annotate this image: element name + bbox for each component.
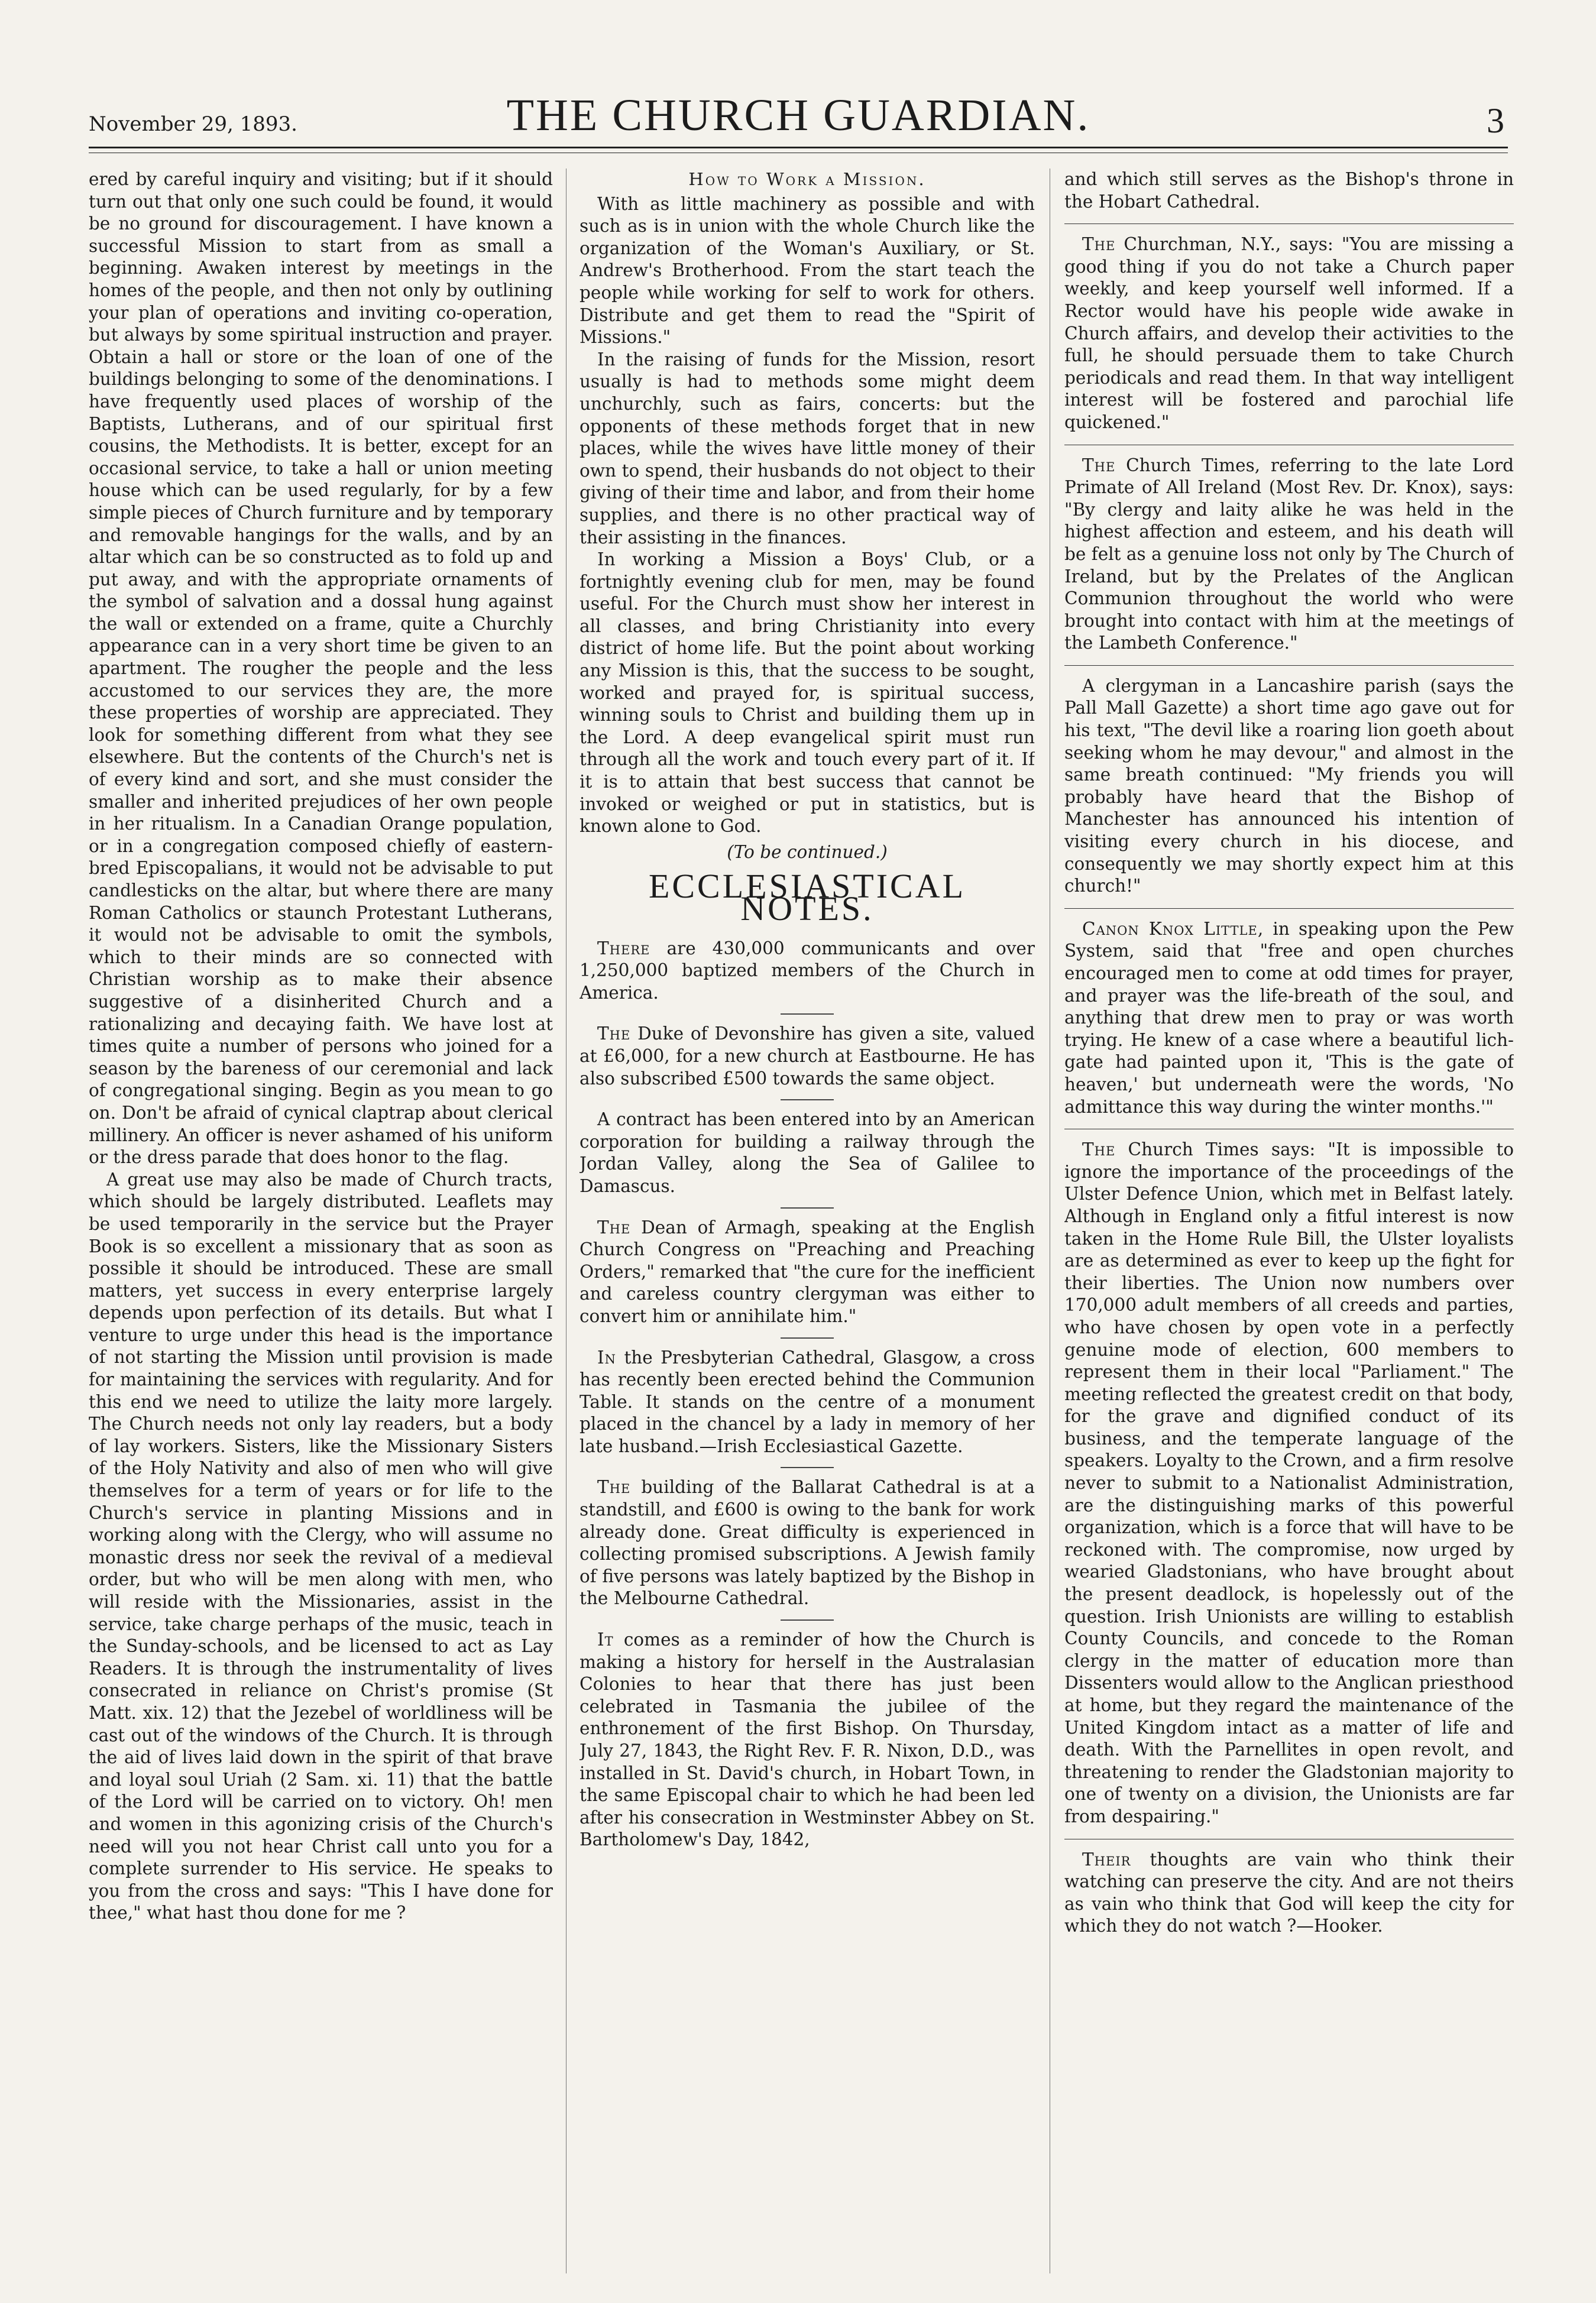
note-text: thoughts are vain who think their watching can preserve the city. And are not theirs as vain who think that God will keep the city for which they do not watch ?—Hooker. [1064,1849,1514,1936]
note-separator [781,1099,834,1100]
note-text: the Presbyterian Cathedral, Glasgow, a cross has recently been erected behind the Communion Table. It stands on the centre of a monument placed in the chancel by a lady in memory of her late husband.—Irish Ecclesiastical Gazette. [580,1347,1035,1456]
note-lead: Canon Knox Little, [1082,918,1264,939]
note-paragraph [1064,455,1514,655]
note-lead: A [1082,675,1096,696]
issue-date: November 29, 1893. [89,112,297,136]
note-lead: The [1082,1139,1116,1160]
column-2 [580,169,1035,2279]
note-separator [781,1619,834,1621]
note-text: Church Times, referring to the late Lord Primate of All Ireland (Most Rev. Dr. Knox), says: "By clergy and laity alike he was held in the highest affection and esteem, and his death will be felt as a genuine loss not only by The Church of Ireland, but by the Prelates of the Anglican Communion throughout the world who were brought into contact with him at the meetings of the Lambeth Conference." [1064,455,1514,653]
column-1 [89,169,553,2279]
note-paragraph [580,1109,1035,1197]
masthead-title: THE CHURCH GUARDIAN. [506,90,1090,140]
note-lead: The [597,1023,631,1044]
note-paragraph [1064,1139,1514,1828]
note-separator [781,1337,834,1339]
page-header [89,89,1508,142]
note-separator [1064,908,1514,909]
note-text: Churchman, N.Y., says: "You are missing a good thing if you do not take a Church paper weekly, and keep yourself well informed. If a Rector would have his people wide awake in Church affairs, and develop their activities to the full, he should persuade them to take Church periodicals and read them. In that way intelligent interest will be fostered and parochial life quickened." [1064,234,1514,432]
note-text: Dean of Armagh, speaking at the English Church Congress on "Preaching and Preaching Orders," remarked that "the cure for the inefficient and careless country clergyman was either to convert him or annihilate him." [580,1217,1035,1326]
note-lead: There [597,938,650,958]
note-separator [781,1013,834,1015]
article-subheading: How to Work a Mission. [688,169,926,189]
note-lead: The [1082,455,1116,475]
note-text: in speaking upon the Pew System, said that "free and open churches encouraged men to come at odd times for prayer, and prayer was the life-breath of the soul, and anything that drew men to pray or was worth trying. He knew of a case where a beautiful lich-gate had painted upon it, 'This is the gate of heaven,' but underneath were the words, 'No admittance this way during the winter months.'" [1064,918,1514,1117]
note-separator [1064,665,1514,666]
note-lead: The [597,1217,631,1238]
note-separator [781,1467,834,1468]
note-text: clergyman in a Lancashire parish (says the Pall Mall Gazette) a short time ago gave out for his text, "The devil like a roaring lion goeth about seeking whom he may devour," and almost in the same breath continued: "My friends you will probably have heard that the Bishop of Manchester has announced his intention of visiting every church in his diocese, and consequently we may shortly expect him at this church!" [1064,675,1514,896]
note-lead: Their [1082,1849,1131,1870]
note-paragraph [580,1629,1035,1851]
note-separator [781,1207,834,1209]
note-text: comes as a reminder of how the Church is making a history for herself in the Australasian Colonies to hear that there has just been celebrated in Tasmania the jubilee of the enthronement of the first Bishop. On Thursday, July 27, 1843, the Right Rev. F. R. Nixon, D.D., was installed in St. David's church, in Hobart Town, in the same Episcopal chair to which he had been led after his consecration in Westminster Abbey on St. Bartholomew's Day, 1842, [580,1630,1035,1850]
article-paragraph: In the raising of funds for the Mission, resort usually is had to methods some might deem unchurchly, such as fairs, concerts: but the opponents of these methods forget that in new places, while the wives have little money of their own to spend, their husbands do not object to their giving of their time and labor, and from their home supplies, and there is no other practical way of their assisting in the finances. [580,349,1035,548]
note-paragraph [1064,918,1514,1118]
note-paragraph [580,938,1035,1005]
note-paragraph [580,1347,1035,1458]
to-be-continued: (To be continued.) [727,841,888,862]
article-paragraph: A great use may also be made of Church tracts, which should be largely distributed. Leaflets may be used temporarily in the service but the Prayer Book is so excellent a missionary that as soon as possible it should be introduced. These are small matters, yet success in every enterprise largely depends upon perfection of its details. But what I venture to urge under this head is the importance of not starting the Mission until provision is made for maintaining the services with regularity. And for this end we need to utilize the laity more largely. The Church needs not only lay readers, but a body of lay workers. Sisters, like the Missionary Sisters of the Holy Nativity and also of men who will give themselves for a term of years or for life to the Church's service in planting Missions and in working along with the Clergy, who will assume no monastic dress nor seek the revival of a medieval order, but who will be men along with men, who will reside with the Missionaries, assist in the service, take charge perhaps of the music, teach in the Sunday-schools, and be licensed to act as Lay Readers. It is through the instrumentality of lives consecrated in reliance on Christ's promise (St Matt. xix. 12) that the Jezebel of worldliness will be cast out of the windows of the Church. It is through the aid of lives laid down in the spirit of that brave and loyal soul Uriah (2 Sam. xi. 11) that the battle of the Lord will be carried on to victory. Oh! men and women in this agonizing crisis of the Church's need will you not hear Christ call unto you for a complete surrender to His service. He speaks to you from the cross and says: "This I have done for thee," what hast thou done for me ? [89,1169,553,1923]
note-text: Church Times says: "It is impossible to ignore the importance of the proceedings of the Ulster Defence Union, which met in Belfast lately. Although in England only a fitful interest is now taken in the Home Rule Bill, the Ulster loyalists are as determined as ever to keep up the fight for their liberties. The Union now numbers over 170,000 adult members of all creeds and parties, who have chosen by open vote in a perfectly genuine mode of election, 600 members to represent them in their local "Parliament." The meeting reflected the greatest credit on that body, for the grave and dignified conduct of its business, and the temperate language of the speakers. Loyalty to the Crown, and a firm resolve never to submit to a Nationalist Administration, are the distinguishing marks of this powerful organization, which is a force that will have to be reckoned with. The compromise, now urged by wearied Gladstonians, who have brought about the present deadlock, is hopelessly out of the question. Irish Unionists are willing to establish County Councils, and concede to the Roman clergy in the matter of education more than Dissenters would allow to the Anglican priesthood at home, but they regard the maintenance of the United Kingdom intact as a matter of life and death. With the Parnellites in open revolt, and threatening to render the Gladstonian majority to one of twenty on a division, the Unionists are far from despairing." [1064,1139,1514,1826]
note-text: Duke of Devonshire has given a site, valued at £6,000, for a new church at Eastbourne. He has also subscribed £500 towards the same object. [580,1023,1035,1089]
note-paragraph [1064,1849,1514,1938]
article-paragraph: With as little machinery as possible and with such as is in union with the whole Church like the organization of the Woman's Auxiliary, or St. Andrew's Brotherhood. From the start teach the people while working for self to work for others. Distribute and get them to read the "Spirit of Missions." [580,193,1035,348]
column-3 [1064,169,1514,2279]
note-text: are 430,000 communicants and over 1,250,000 baptized members of the Church in America. [580,938,1035,1003]
note-lead: The [597,1477,631,1498]
note-paragraph [580,1023,1035,1090]
page-number: 3 [1487,101,1504,140]
article-paragraph: ered by careful inquiry and visiting; but if it should turn out that only one such could be found, it would be no ground for discouragement. I have known a successful Mission to start from as small a beginning. Awaken interest by meetings in the homes of the people, and then not only by outlining your plan of operations and inviting co-operation, but always by some spiritual instruction and prayer. Obtain a hall or store or the loan of one of the buildings belonging to some of the denominations. I have frequently used places of worship of the Baptists, Lutherans, and of our spiritual first cousins, the Methodists. It is better, except for an occasional service, to take a hall or union meeting house which can be used regularly, for by a few simple pieces of Church furniture and by temporary and removable hangings for the walls, and by an altar which can be so constructed as to fold up and put away, and with the appropriate ornaments of the symbol of salvation and a dossal hung against the wall or extended on a frame, quite a Churchly appearance can in a very short time be given to an apartment. The rougher the people and the less accustomed to our services they are, the more these properties of worship are appreciated. They look for something different from what they see elsewhere. But the contents of the Church's net is of every kind and sort, and she must consider the smaller and inherited prejudices of her own people in her ritualism. In a Canadian Orange population, or in a congregation composed chiefly of eastern-bred Episcopalians, it would not be advisable to put candlesticks on the altar, but where there are many Roman Catholics or staunch Protestant Lutherans, it would not be advisable to omit the symbols, which to their minds are so connected with Christian worship as to make their absence suggestive of a disinherited Church and a rationalizing and decaying faith. We have lost at times quite a number of persons who joined for a season by the bareness of our ceremonial and lack of congregational singing. Begin as you mean to go on. Don't be afraid of cynical claptrap about clerical millinery. An officer is never ashamed of his uniform or the dress parade that does honor to the flag. [89,169,553,1168]
note-paragraph [1064,234,1514,433]
article-paragraph: and which still serves as the Bishop's throne in the Hobart Cathedral. [1064,169,1514,212]
header-rule [89,147,1508,148]
note-lead: A [597,1109,611,1130]
article-paragraph: In working a Mission a Boys' Club, or a fortnightly evening club for men, may be found useful. For the Church must show her interest in all classes, and bring Christianity into every district of home life. But the point about working any Mission is this, that the success to be sought, worked and prayed for, is spiritual success, winning souls to Christ and building them up in the Lord. A deep evangelical spirit must run through all the work and touch every part of it. If it is to attain that best success that cannot be invoked or weighed or put in statistics, but is known alone to God. [580,549,1035,837]
note-paragraph [580,1476,1035,1610]
note-lead: In [597,1347,617,1368]
note-text: contract has been entered into by an American corporation for building a railway through the Jordan Valley, along the Sea of Galilee to Damascus. [580,1109,1035,1196]
note-lead: The [1082,234,1116,255]
section-title: ECCLESIASTICAL NOTES. [648,867,966,928]
note-paragraph [580,1217,1035,1328]
note-lead: It [597,1630,614,1650]
note-paragraph [1064,675,1514,898]
note-text: building of the Ballarat Cathedral is at a standstill, and £600 is owing to the bank for work already done. Great difficulty is experienced in collecting promised subscriptions. A Jewish family of five persons was lately baptized by the Bishop in the Melbourne Cathedral. [580,1477,1035,1609]
